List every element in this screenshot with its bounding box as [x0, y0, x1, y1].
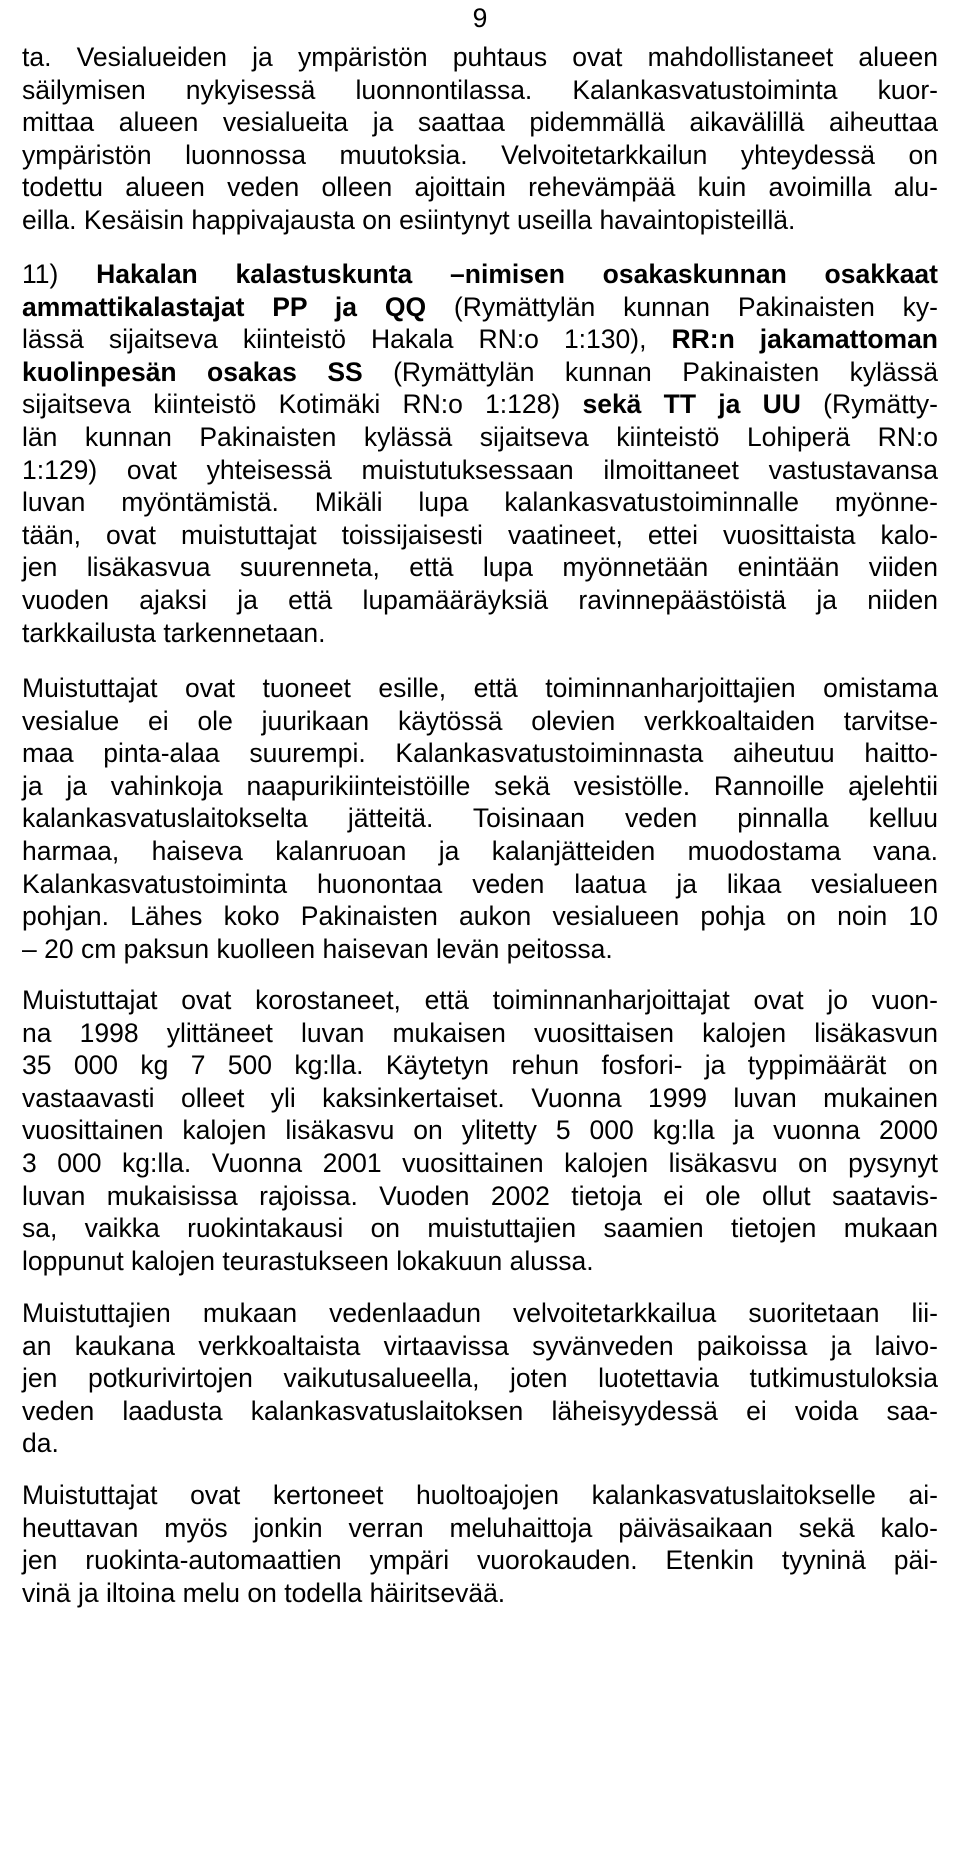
text-line: 35 000 kg 7 500 kg:lla. Käytetyn rehun fosfori- ja typpimäärät on [22, 1050, 938, 1081]
bold-text-span: sekä TT ja UU [582, 389, 801, 420]
text-line [22, 291, 938, 324]
paragraph-monitoring [22, 1297, 938, 1460]
text-span: 11) [22, 259, 97, 289]
text-line: Muistuttajat ovat korostaneet, että toiminnanharjoittajat ovat jo vuon- [22, 985, 938, 1015]
text-line [22, 454, 938, 487]
text-line: 3 000 kg:lla. Vuonna 2001 vuosittainen kalojen lisäkasvu on pysynyt [22, 1147, 938, 1178]
text-line: säilymisen nykyisessä luonnontilassa. Kalankasvatustoiminta kuor- [22, 74, 938, 105]
paragraph-objection-11 [22, 258, 938, 649]
text-line: heuttavan myös jonkin verran meluhaittoja päiväsaikaan sekä kalo- [22, 1512, 938, 1543]
text-span: luvan myöntämistä. Mikäli lupa kalankasvatustoiminnalle myönne- [22, 487, 938, 518]
bold-text-span: kuolinpesän osakas SS [22, 356, 363, 387]
text-line: ta. Vesialueiden ja ympäristön puhtaus ovat mahdollistaneet alueen [22, 42, 938, 72]
text-line: todettu alueen veden olleen ajoittain rehevämpää kuin avoimilla alu- [22, 172, 938, 203]
text-line: Muistuttajat ovat tuoneet esille, että toiminnanharjoittajien omistama [22, 673, 938, 703]
text-span: (Rymättylän kunnan Pakinaisten ky- [426, 291, 938, 322]
bold-text-span: RR:n jakamattoman [671, 324, 938, 355]
text-line: eilla. Kesäisin happivajausta on esiintynyt useilla havaintopisteillä. [22, 204, 796, 235]
paragraph-exceedances [22, 984, 938, 1277]
text-span: vuoden ajaksi ja että lupamääräyksiä ravinnepäästöistä ja niiden [22, 584, 938, 615]
text-line: pohjan. Lähes koko Pakinaisten aukon vesialueen pohja on noin 10 [22, 901, 938, 932]
text-line: Muistuttajien mukaan vedenlaadun velvoitetarkkailua suoritetaan lii- [22, 1298, 938, 1328]
text-span: tarkkailusta tarkennetaan. [22, 617, 326, 648]
text-span: (Rymättylän kunnan Pakinaisten kylässä [362, 356, 938, 387]
text-line: kalankasvatuslaitokselta jätteitä. Toisinaan veden pinnalla kelluu [22, 803, 938, 834]
text-line: jen potkurivirtojen vaikutusalueella, joten luotettavia tutkimustuloksia [22, 1363, 938, 1394]
text-line [22, 486, 938, 519]
text-span: län kunnan Pakinaisten kylässä sijaitseva kiinteistö Lohiperä RN:o [22, 421, 938, 452]
text-line: – 20 cm paksun kuolleen haisevan levän peitossa. [22, 933, 613, 964]
text-line: Muistuttajat ovat kertoneet huoltoajojen kalankasvatuslaitokselle ai- [22, 1480, 938, 1510]
text-line: ja ja vahinkoja naapurikiinteistöille sekä vesistölle. Rannoille ajelehtii [22, 770, 938, 801]
text-line: mittaa alueen vesialueita ja saattaa pidemmällä aikavälillä aiheuttaa [22, 107, 938, 138]
text-span: 1:129) ovat yhteisessä muistutuksessaan ilmoittaneet vastustavansa [22, 454, 938, 485]
paragraph-noise [22, 1479, 938, 1609]
text-line: na 1998 ylittäneet luvan mukaisen vuosittaisen kalojen lisäkasvun [22, 1017, 938, 1048]
text-line: da. [22, 1428, 59, 1459]
text-line: an kaukana verkkoaltaista virtaavissa syvänveden paikoissa ja laivo- [22, 1330, 938, 1361]
page-number: 9 [472, 3, 488, 33]
text-span: jen lisäkasvua suurenneta, että lupa myönnetään enintään viiden [22, 552, 938, 583]
text-line: vesialue ei ole juurikaan käytössä olevien verkkoaltaiden tarvitse- [22, 705, 938, 736]
text-line [22, 519, 938, 552]
text-line: sa, vaikka ruokintakausi on muistuttajien saamien tietojen mukaan [22, 1213, 938, 1244]
text-line: maa pinta-alaa suurempi. Kalankasvatustoiminnasta aiheutuu haitto- [22, 738, 938, 769]
text-line [22, 551, 938, 584]
text-span: (Rymätty- [800, 389, 938, 420]
text-line: vinä ja iltoina melu on todella häiritsevää. [22, 1577, 506, 1608]
text-line: loppunut kalojen teurastukseen lokakuun alussa. [22, 1245, 594, 1276]
text-line [22, 584, 938, 617]
text-line [22, 258, 938, 291]
text-line: harmaa, haiseva kalanruoan ja kalanjätteiden muodostama vana. [22, 835, 938, 866]
text-line [22, 421, 938, 454]
paragraph-harms [22, 672, 938, 965]
bold-text-span: Hakalan kalastuskunta –nimisen osakaskunnan osakkaat [96, 259, 938, 289]
text-line [22, 388, 938, 421]
text-line: vastaavasti olleet yli kaksinkertaiset. Vuonna 1999 luvan mukainen [22, 1082, 938, 1113]
text-line: vuosittainen kalojen lisäkasvu on ylitetty 5 000 kg:lla ja vuonna 2000 [22, 1115, 938, 1146]
text-span: sijaitseva kiinteistö Kotimäki RN:o 1:128) [22, 389, 583, 420]
text-span: tään, ovat muistuttajat toissijaisesti vaatineet, ettei vuosittaista kalo- [22, 519, 938, 550]
text-span: lässä sijaitseva kiinteistö Hakala RN:o 1:130), [22, 324, 672, 355]
bold-text-span: ammattikalastajat PP ja QQ [22, 291, 427, 322]
text-line: luvan mukaisissa rajoissa. Vuoden 2002 tietoja ei ole ollut saatavis- [22, 1180, 938, 1211]
text-line [22, 323, 938, 356]
text-line: ympäristön luonnossa muutoksia. Velvoitetarkkailun yhteydessä on [22, 139, 938, 170]
text-line: Kalankasvatustoiminta huonontaa veden laatua ja likaa vesialueen [22, 868, 938, 899]
paragraph-intro-continuation [22, 41, 938, 237]
text-line: veden laadusta kalankasvatuslaitoksen läheisyydessä ei voida saa- [22, 1395, 938, 1426]
text-line [22, 356, 938, 389]
text-line: jen ruokinta-automaattien ympäri vuorokauden. Etenkin tyyninä päi- [22, 1545, 938, 1576]
text-line [22, 617, 938, 650]
